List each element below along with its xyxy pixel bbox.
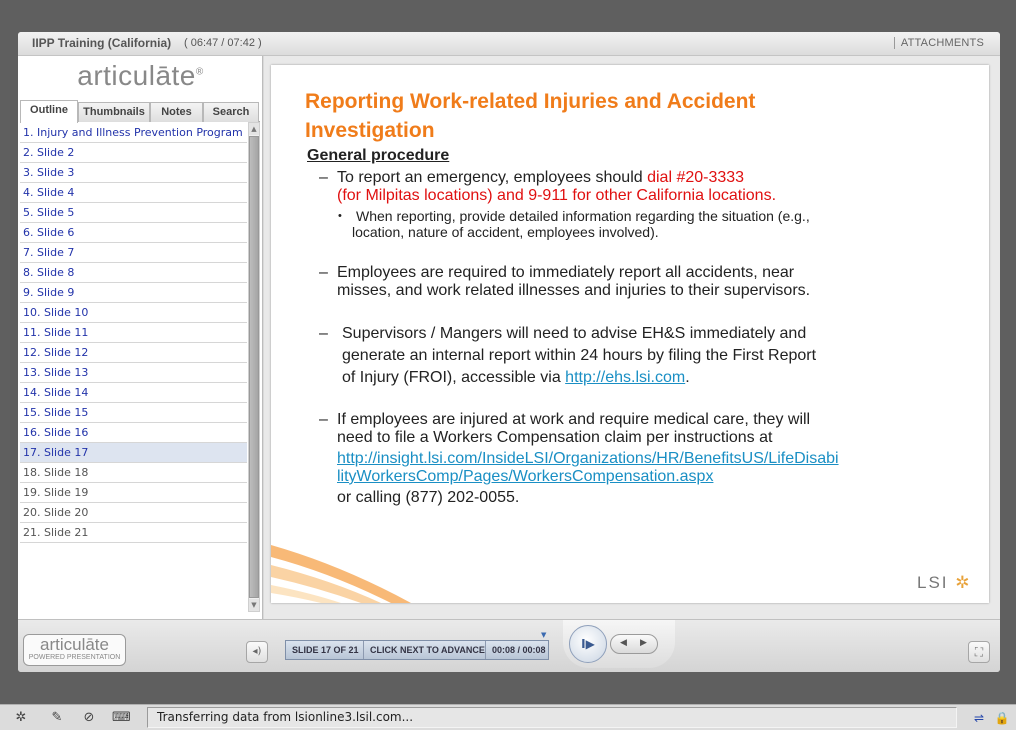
scroll-up-arrow-icon[interactable]: ▲ [249, 123, 259, 135]
emergency-number: dial #20-3333 [647, 169, 745, 186]
lsi-logo-text: LSI [917, 573, 949, 592]
outline-item[interactable]: 17. Slide 17 [20, 443, 247, 463]
bullet-dash: – [319, 264, 328, 281]
pen-icon[interactable]: ✎ [51, 710, 63, 725]
course-title: IIPP Training (California) [32, 36, 172, 50]
fullscreen-icon[interactable]: ⛶ [968, 641, 990, 663]
workers-comp-link-line-1[interactable]: http://insight.lsi.com/InsideLSI/Organizations/HR/BenefitsUS/LifeDisabi [337, 450, 839, 467]
player-window [18, 32, 1000, 672]
bullet-dash: – [319, 169, 328, 186]
slide-time: 00:08 / 00:08 [492, 645, 546, 655]
lock-icon[interactable]: 🔒 [994, 711, 1010, 725]
tab-notes[interactable]: Notes [150, 102, 203, 122]
bullet-3-period: . [685, 369, 690, 386]
scroll-down-arrow-icon[interactable]: ▼ [249, 599, 259, 611]
bullet-1-line-1 [337, 169, 744, 187]
outline-item[interactable]: 15. Slide 15 [20, 403, 247, 423]
transfer-status: Transferring data from lsionline3.lsil.com... [147, 707, 957, 728]
slide-title-line-1: Reporting Work-related Injuries and Accident [305, 90, 756, 113]
outline-scrollbar[interactable] [248, 122, 260, 612]
ehs-link[interactable]: http://ehs.lsi.com [565, 369, 686, 386]
sidebar-tabs [20, 100, 260, 122]
bullet-4-line-2: need to file a Workers Compensation claim per instructions at [337, 429, 773, 446]
sidebar [18, 56, 263, 619]
outline-item[interactable]: 14. Slide 14 [20, 383, 247, 403]
outline-item[interactable]: 20. Slide 20 [20, 503, 247, 523]
bullet-1-line-2: (for Milpitas locations) and 9-911 for other California locations. [337, 187, 777, 204]
keyboard-icon[interactable]: ⌨ [112, 710, 131, 725]
outline-item[interactable]: 16. Slide 16 [20, 423, 247, 443]
workers-comp-link-line-2[interactable]: lityWorkersComp/Pages/WorkersCompensation.aspx [337, 468, 714, 485]
playback-status-bar [285, 640, 549, 660]
section-heading: General procedure [307, 147, 450, 164]
outline-item[interactable]: 12. Slide 12 [20, 343, 247, 363]
advance-hint: CLICK NEXT TO ADVANCE [364, 641, 486, 659]
outline-item[interactable]: 13. Slide 13 [20, 363, 247, 383]
outline-item[interactable]: 4. Slide 4 [20, 183, 247, 203]
powered-logo-text: articulāte [40, 635, 109, 654]
play-pause-button[interactable]: I▶ [569, 625, 607, 663]
orange-swoosh-decoration [271, 535, 431, 603]
registered-mark: ® [195, 66, 204, 78]
articulate-logo [18, 56, 263, 100]
outline-item[interactable]: 18. Slide 18 [20, 463, 247, 483]
bullet-2-line-2: misses, and work related illnesses and injuries to their supervisors. [337, 282, 811, 299]
slide-stage [264, 56, 1000, 619]
articulate-logo-text: articulāte [77, 60, 196, 91]
tab-search[interactable]: Search [203, 102, 259, 122]
outline-item[interactable]: 3. Slide 3 [20, 163, 247, 183]
outline-item[interactable]: 19. Slide 19 [20, 483, 247, 503]
articulate-powered-logo [23, 634, 126, 666]
network-icon[interactable]: ✲ [15, 710, 27, 725]
playback-cluster [563, 620, 675, 672]
outline-item[interactable]: 11. Slide 11 [20, 323, 247, 343]
bullet-3-line-3 [342, 369, 690, 387]
outline-item[interactable]: 10. Slide 10 [20, 303, 247, 323]
prev-next-control [610, 634, 658, 654]
bullet-2-line-1: Employees are required to immediately report all accidents, near [337, 264, 795, 281]
outline-item[interactable]: 5. Slide 5 [20, 203, 247, 223]
bullet-3-text: of Injury (FROI), accessible via [342, 369, 566, 386]
outline-item[interactable]: 7. Slide 7 [20, 243, 247, 263]
lsi-logo [917, 573, 972, 593]
bullet-dash: – [319, 325, 328, 342]
zoom-icon[interactable]: ⊘ [83, 710, 95, 725]
outline-item[interactable]: 21. Slide 21 [20, 523, 247, 543]
player-titlebar [18, 32, 1000, 56]
connection-icon[interactable]: ⇌ [973, 711, 985, 725]
progress-marker-icon[interactable]: ▼ [541, 631, 547, 639]
player-controls [18, 619, 1000, 672]
previous-slide-icon[interactable]: ◀ [620, 638, 627, 648]
tab-thumbnails[interactable]: Thumbnails [78, 102, 150, 122]
bullet-1-text: To report an emergency, employees should [337, 169, 648, 186]
next-slide-icon[interactable]: ▶ [640, 638, 647, 648]
outline-item[interactable]: 1. Injury and Illness Prevention Program [20, 123, 247, 143]
browser-status-bar [0, 704, 1016, 730]
sub-bullet-dot: • [338, 210, 342, 222]
attachments-button[interactable]: ATTACHMENTS [894, 37, 984, 49]
tab-outline[interactable]: Outline [20, 100, 78, 123]
lsi-star-icon: ✲ [955, 573, 972, 592]
outline-item[interactable]: 2. Slide 2 [20, 143, 247, 163]
slide [271, 65, 989, 603]
bullet-3-line-2: generate an internal report within 24 hours by filing the First Report [342, 347, 817, 364]
slide-title-line-2: Investigation [305, 119, 435, 142]
sub-bullet-line-1: When reporting, provide detailed information regarding the situation (e.g., [356, 208, 810, 224]
slide-title [305, 87, 905, 145]
bullet-4-line-5: or calling (877) 202-0055. [337, 489, 520, 506]
course-time: ( 06:47 / 07:42 ) [184, 37, 262, 49]
slide-counter: SLIDE 17 OF 21 [286, 641, 364, 659]
outline-list [20, 123, 247, 613]
volume-icon[interactable]: ◂) [246, 641, 268, 663]
bullet-3-line-1: Supervisors / Mangers will need to advise EH&S immediately and [342, 325, 807, 342]
sub-bullet-line-2: location, nature of accident, employees involved). [352, 224, 659, 240]
outline-item[interactable]: 6. Slide 6 [20, 223, 247, 243]
scroll-thumb[interactable] [249, 136, 259, 598]
bullet-4-line-1: If employees are injured at work and require medical care, they will [337, 411, 811, 428]
outline-item[interactable]: 8. Slide 8 [20, 263, 247, 283]
outline-item[interactable]: 9. Slide 9 [20, 283, 247, 303]
powered-logo-caption: POWERED PRESENTATION [28, 654, 121, 661]
bullet-dash: – [319, 411, 328, 428]
